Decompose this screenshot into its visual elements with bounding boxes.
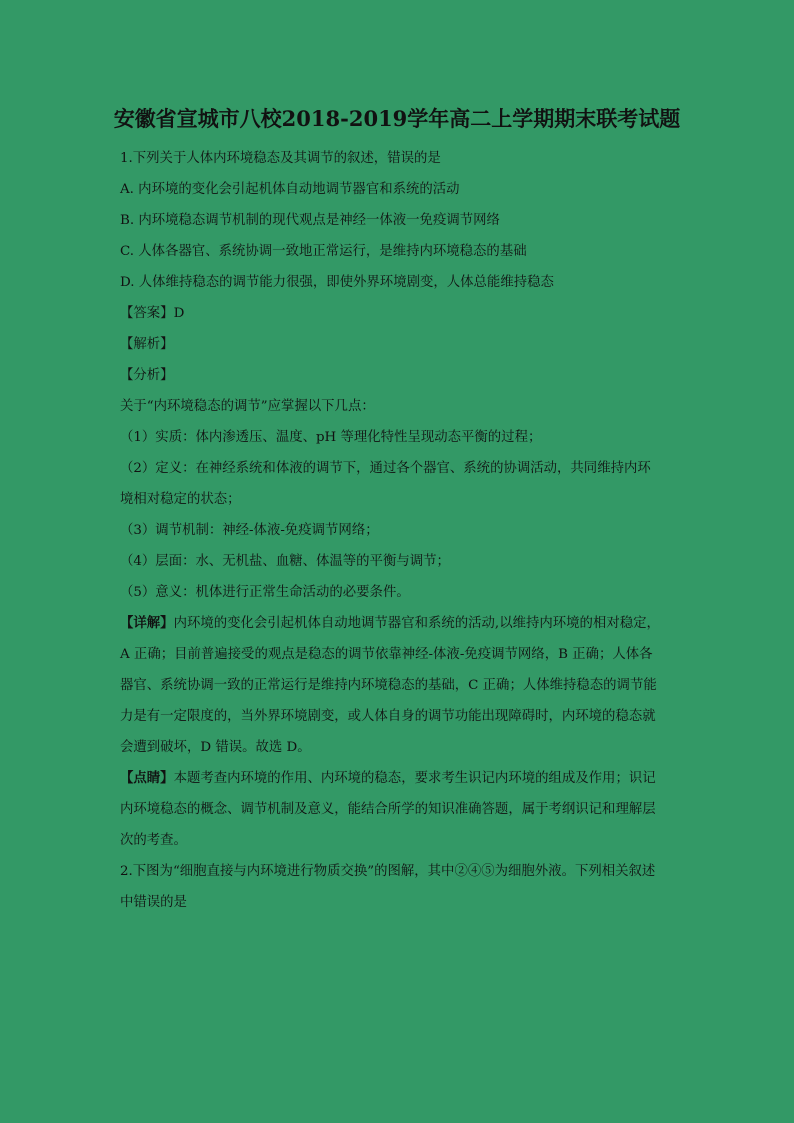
dianjing-line [120, 763, 678, 794]
option-b: B. 内环境稳态调节机制的现代观点是神经一体液一免疫调节网络 [120, 213, 500, 228]
document-title: 安徽省宣城市八校2018-2019学年高二上学期期末联考试题 [113, 106, 681, 131]
dianjing-tag: 【点睛】 [120, 770, 174, 786]
option-c: C. 人体各器官、系统协调一致地正常运行，是维持内环境稳态的基础 [120, 244, 527, 259]
xiangjie-tag: 【详解】 [120, 615, 174, 631]
point-line: （2）定义：在神经系统和体液的调节下，通过各个器官、系统的协调活动，共同维持内环 [120, 461, 651, 476]
point-line: （3）调节机制：神经-体液-免疫调节网络； [120, 523, 379, 538]
xiangjie-text: 器官、系统协调一致的正常运行是维持内环境稳态的基础，C 正确；人体维持稳态的调节能 [120, 678, 657, 693]
point-line: （5）意义：机体进行正常生命活动的必要条件。 [120, 585, 410, 600]
answer-value: D [173, 306, 185, 321]
answer-tag: 【答案】 [120, 306, 174, 321]
answer-line [120, 298, 678, 329]
question-2-stem: 2.下图为“细胞直接与内环境进行物质交换”的图解，其中②④⑤为细胞外液。下列相关叙述 [120, 864, 656, 879]
fenxi-tag: 【分析】 [120, 368, 174, 383]
option-d: D. 人体维持稳态的调节能力很强，即使外界环境剧变，人体总能维持稳态 [120, 275, 554, 290]
xiangjie-text: 力是有一定限度的，当外界环境剧变，或人体自身的调节功能出现障碍时，内环境的稳态就 [120, 709, 656, 724]
fenxi-intro: 关于“内环境稳态的调节”应掌握以下几点： [120, 399, 375, 414]
point-line: （4）层面：水、无机盐、血糖、体温等的平衡与调节； [120, 554, 450, 569]
jiexi-tag: 【解析】 [120, 337, 174, 352]
xiangjie-line [120, 608, 678, 639]
point-line: 境相对稳定的状态； [120, 492, 241, 507]
question-2-stem: 中错误的是 [120, 895, 187, 910]
dianjing-text: 次的考查。 [120, 833, 187, 848]
question-1-stem: 1.下列关于人体内环境稳态及其调节的叙述，错误的是 [120, 151, 441, 166]
xiangjie-text: A 正确；目前普遍接受的观点是稳态的调节依靠神经-体液-免疫调节网络，B 正确；人体各 [120, 647, 653, 662]
document-body [120, 143, 678, 918]
option-a: A. 内环境的变化会引起机体自动地调节器官和系统的活动 [120, 182, 460, 197]
xiangjie-text: 内环境的变化会引起机体自动地调节器官和系统的活动,以维持内环境的相对稳定， [173, 616, 660, 631]
dianjing-text: 内环境稳态的概念、调节机制及意义，能结合所学的知识准确答题，属于考纲识记和理解层 [120, 802, 656, 817]
dianjing-text: 本题考查内环境的作用、内环境的稳态，要求考生识记内环境的组成及作用；识记 [173, 771, 656, 786]
point-line: （1）实质：体内渗透压、温度、pH 等理化特性呈现动态平衡的过程； [120, 430, 542, 445]
xiangjie-text: 会遭到破坏，D 错误。故选 D。 [120, 740, 311, 755]
